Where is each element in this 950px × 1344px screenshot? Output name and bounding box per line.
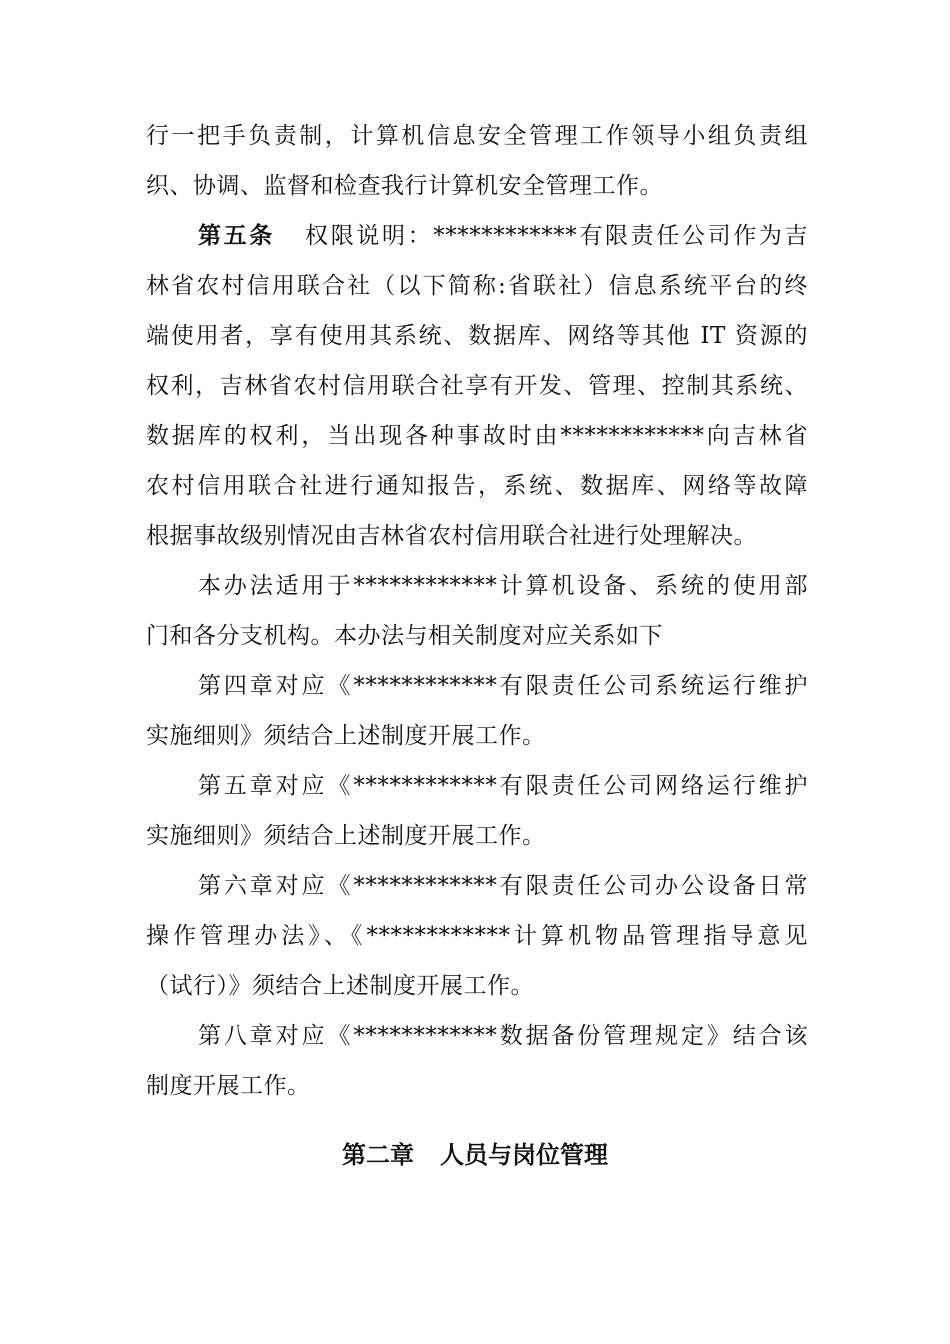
text-line: 第五章对应《************有限责任公司网络运行维护 xyxy=(198,773,808,799)
text-line: 根据事故级别情况由吉林省农村信用联合社进行处理解决。 xyxy=(146,523,757,549)
text-line: 本办法适用于************计算机设备、系统的使用部 xyxy=(198,573,808,599)
text-line: 数据库的权利，当出现各种事故时由************向吉林省 xyxy=(146,423,808,449)
text-line: （试行）》须结合上述制度开展工作。 xyxy=(146,973,534,999)
text-line: 第六章对应《************有限责任公司办公设备日常 xyxy=(198,873,808,899)
text-line: 实施细则》须结合上述制度开展工作。 xyxy=(146,723,546,749)
text-line: 第四章对应《************有限责任公司系统运行维护 xyxy=(198,673,808,699)
text-line: 织、协调、监督和检查我行计算机安全管理工作。 xyxy=(146,173,663,199)
text-line: 行一把手负责制，计算机信息安全管理工作领导小组负责组 xyxy=(146,123,808,149)
text-line: 第八章对应《************数据备份管理规定》结合该 xyxy=(198,1023,808,1049)
text-line: 端使用者，享有使用其系统、数据库、网络等其他 IT 资源的 xyxy=(146,323,808,349)
article-5-line xyxy=(146,211,808,261)
body-text xyxy=(146,111,808,1111)
article-5-label: 第五条 xyxy=(198,222,275,249)
chapter-number: 第二章 xyxy=(342,1141,414,1169)
text-line: 实施细则》须结合上述制度开展工作。 xyxy=(146,823,546,849)
chapter-title xyxy=(0,1130,950,1180)
text-line: 权利，吉林省农村信用联合社享有开发、管理、控制其系统、 xyxy=(146,373,808,399)
text-line: 操作管理办法》、《************计算机物品管理指导意见 xyxy=(146,923,808,949)
text-line: 制度开展工作。 xyxy=(146,1073,311,1099)
text-line: 农村信用联合社进行通知报告，系统、数据库、网络等故障 xyxy=(146,473,808,499)
chapter-name: 人员与岗位管理 xyxy=(440,1141,608,1169)
text-line: 门和各分支机构。本办法与相关制度对应关系如下 xyxy=(146,623,663,649)
article-5-text: 权限说明：************有限责任公司作为吉 xyxy=(302,223,809,249)
text-line: 林省农村信用联合社（以下简称:省联社）信息系统平台的终 xyxy=(146,273,808,299)
